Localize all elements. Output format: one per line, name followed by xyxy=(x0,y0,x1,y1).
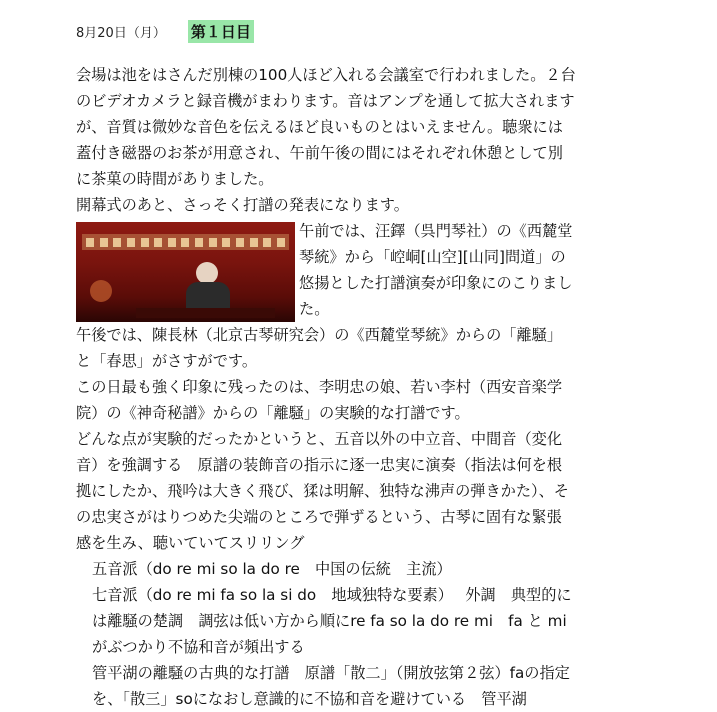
qin-table xyxy=(136,308,275,318)
flower-arrangement xyxy=(90,280,112,302)
paragraph-morning: 午前では、汪鐸（呉門琴社）の《西麓堂琴統》から「崆峒[山空][山同]問道」の悠揚とした打譜演奏が印象にのこりました。 xyxy=(299,222,573,318)
conference-photo xyxy=(76,222,295,322)
conference-banner xyxy=(82,234,289,250)
paragraph-seven-tone: 七音派（do re mi fa so la si do 地域独特な要素） 外調 典型的には離騒の楚調 調弦は低い方から順にre fa so la do re mi fa と miがぶつかり不協和音が頻出する xyxy=(92,586,572,656)
performer-head xyxy=(196,262,218,284)
day-title: 第１日目 xyxy=(188,20,254,43)
paragraph-guan-pinghu: 管平湖の離騒の古典的な打譜 原譜「散二」（開放弦第２弦）faの指定を、「散三」soになおし意識的に不協和音を避けている 管平湖 xyxy=(92,664,570,708)
paragraph-venue: 会場は池をはさんだ別棟の100人ほど入れる会議室で行われました。２台のビデオカメラと録音機がまわります。音はアンプを通して拡大されますが、音質は微妙な音色を伝えるほど良いものとはいえません。聴衆には蓋付き磁器のお茶が用意され、午前午後の間にはそれぞれ休憩として別に茶菓の時間がありました。 xyxy=(76,66,576,188)
paragraph-five-tone: 五音派（do re mi so la do re 中国の伝統 主流） xyxy=(92,560,452,578)
article-body xyxy=(76,62,576,712)
morning-section xyxy=(76,218,576,322)
date-label: 8月20日（月） xyxy=(76,25,166,41)
page-header xyxy=(76,20,254,42)
paragraph-experimental: どんな点が実験的だったかというと、五音以外の中立音、中間音（変化音）を強調する 原譜の装飾音の指示に逐一忠実に演奏（指法は何を根拠にしたか、飛吟は大きく飛び、猱は明解、独特な沸声の弾きかた）、その忠実さがはりつめた尖端のところで弾ずるという、古琴に固有な緊張感を生み、聴いていてスリリング xyxy=(76,430,569,552)
paragraph-opening: 開幕式のあと、さっそく打譜の発表になります。 xyxy=(76,196,409,214)
paragraph-afternoon: 午後では、陳長林（北京古琴研究会）の《西麓堂琴統》からの「離騒」と「春思」がさすがです。 xyxy=(76,326,562,370)
paragraph-impression: この日最も強く印象に残ったのは、李明忠の娘、若い李村（西安音楽学院）の《神奇秘譜》からの「離騒」の実験的な打譜です。 xyxy=(76,378,562,422)
